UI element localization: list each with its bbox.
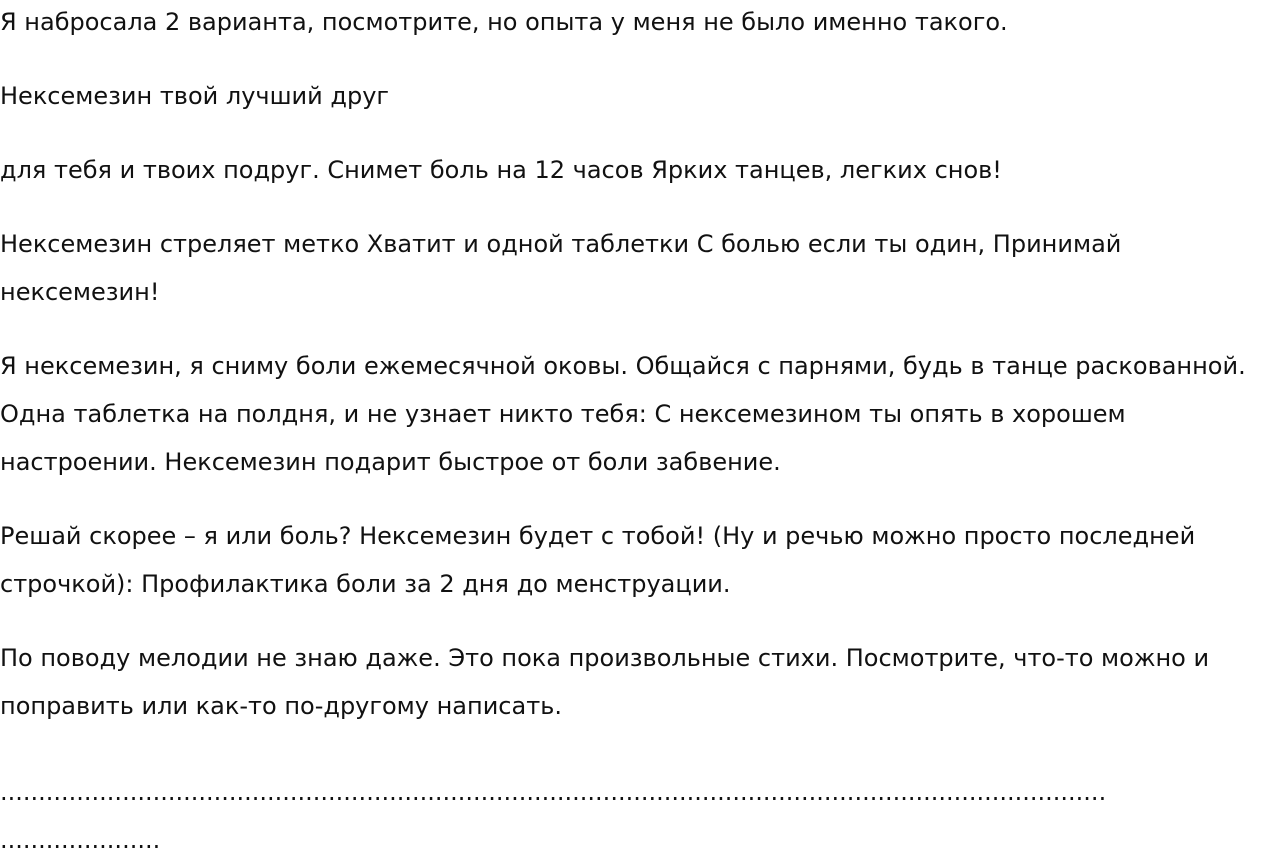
paragraph-melody-note: По поводу мелодии не знаю даже. Это пока произвольные стихи. Посмотрите, что-то можно и поправить или как-то по-другому написать. <box>0 644 1210 720</box>
paragraph-slogan-verse-2: Нексемезин стреляет метко Хватит и одной таблетки С болью если ты один, Принимай нексемезин! <box>0 230 1122 306</box>
paragraph-variant-2-ending: Решай скорее – я или боль? Нексемезин будет с тобой! (Ну и речью можно просто последней строчкой): Профилактика боли за 2 дня до менструации. <box>0 522 1196 598</box>
dotted-separator-line-1: ................................................................................................................................................. <box>0 778 1107 806</box>
dotted-separator <box>0 768 1270 864</box>
paragraph-slogan-verse-1: для тебя и твоих подруг. Снимет боль на 12 часов Ярких танцев, легких снов! <box>0 156 1002 184</box>
paragraph-variant-2: Я нексемезин, я сниму боли ежемесячной оковы. Общайся с парнями, будь в танце раскованной. Одна таблетка на полдня, и не узнает никто тебя: С нексемезином ты опять в хорошем настроении. Нексемезин подарит быстрое от боли забвение. <box>0 352 1246 476</box>
paragraph-intro: Я набросала 2 варианта, посмотрите, но опыта у меня не было именно такого. <box>0 8 1008 36</box>
dotted-separator-line-2: ..................... <box>0 826 161 854</box>
paragraph-slogan-title: Нексемезин твой лучший друг <box>0 82 390 110</box>
